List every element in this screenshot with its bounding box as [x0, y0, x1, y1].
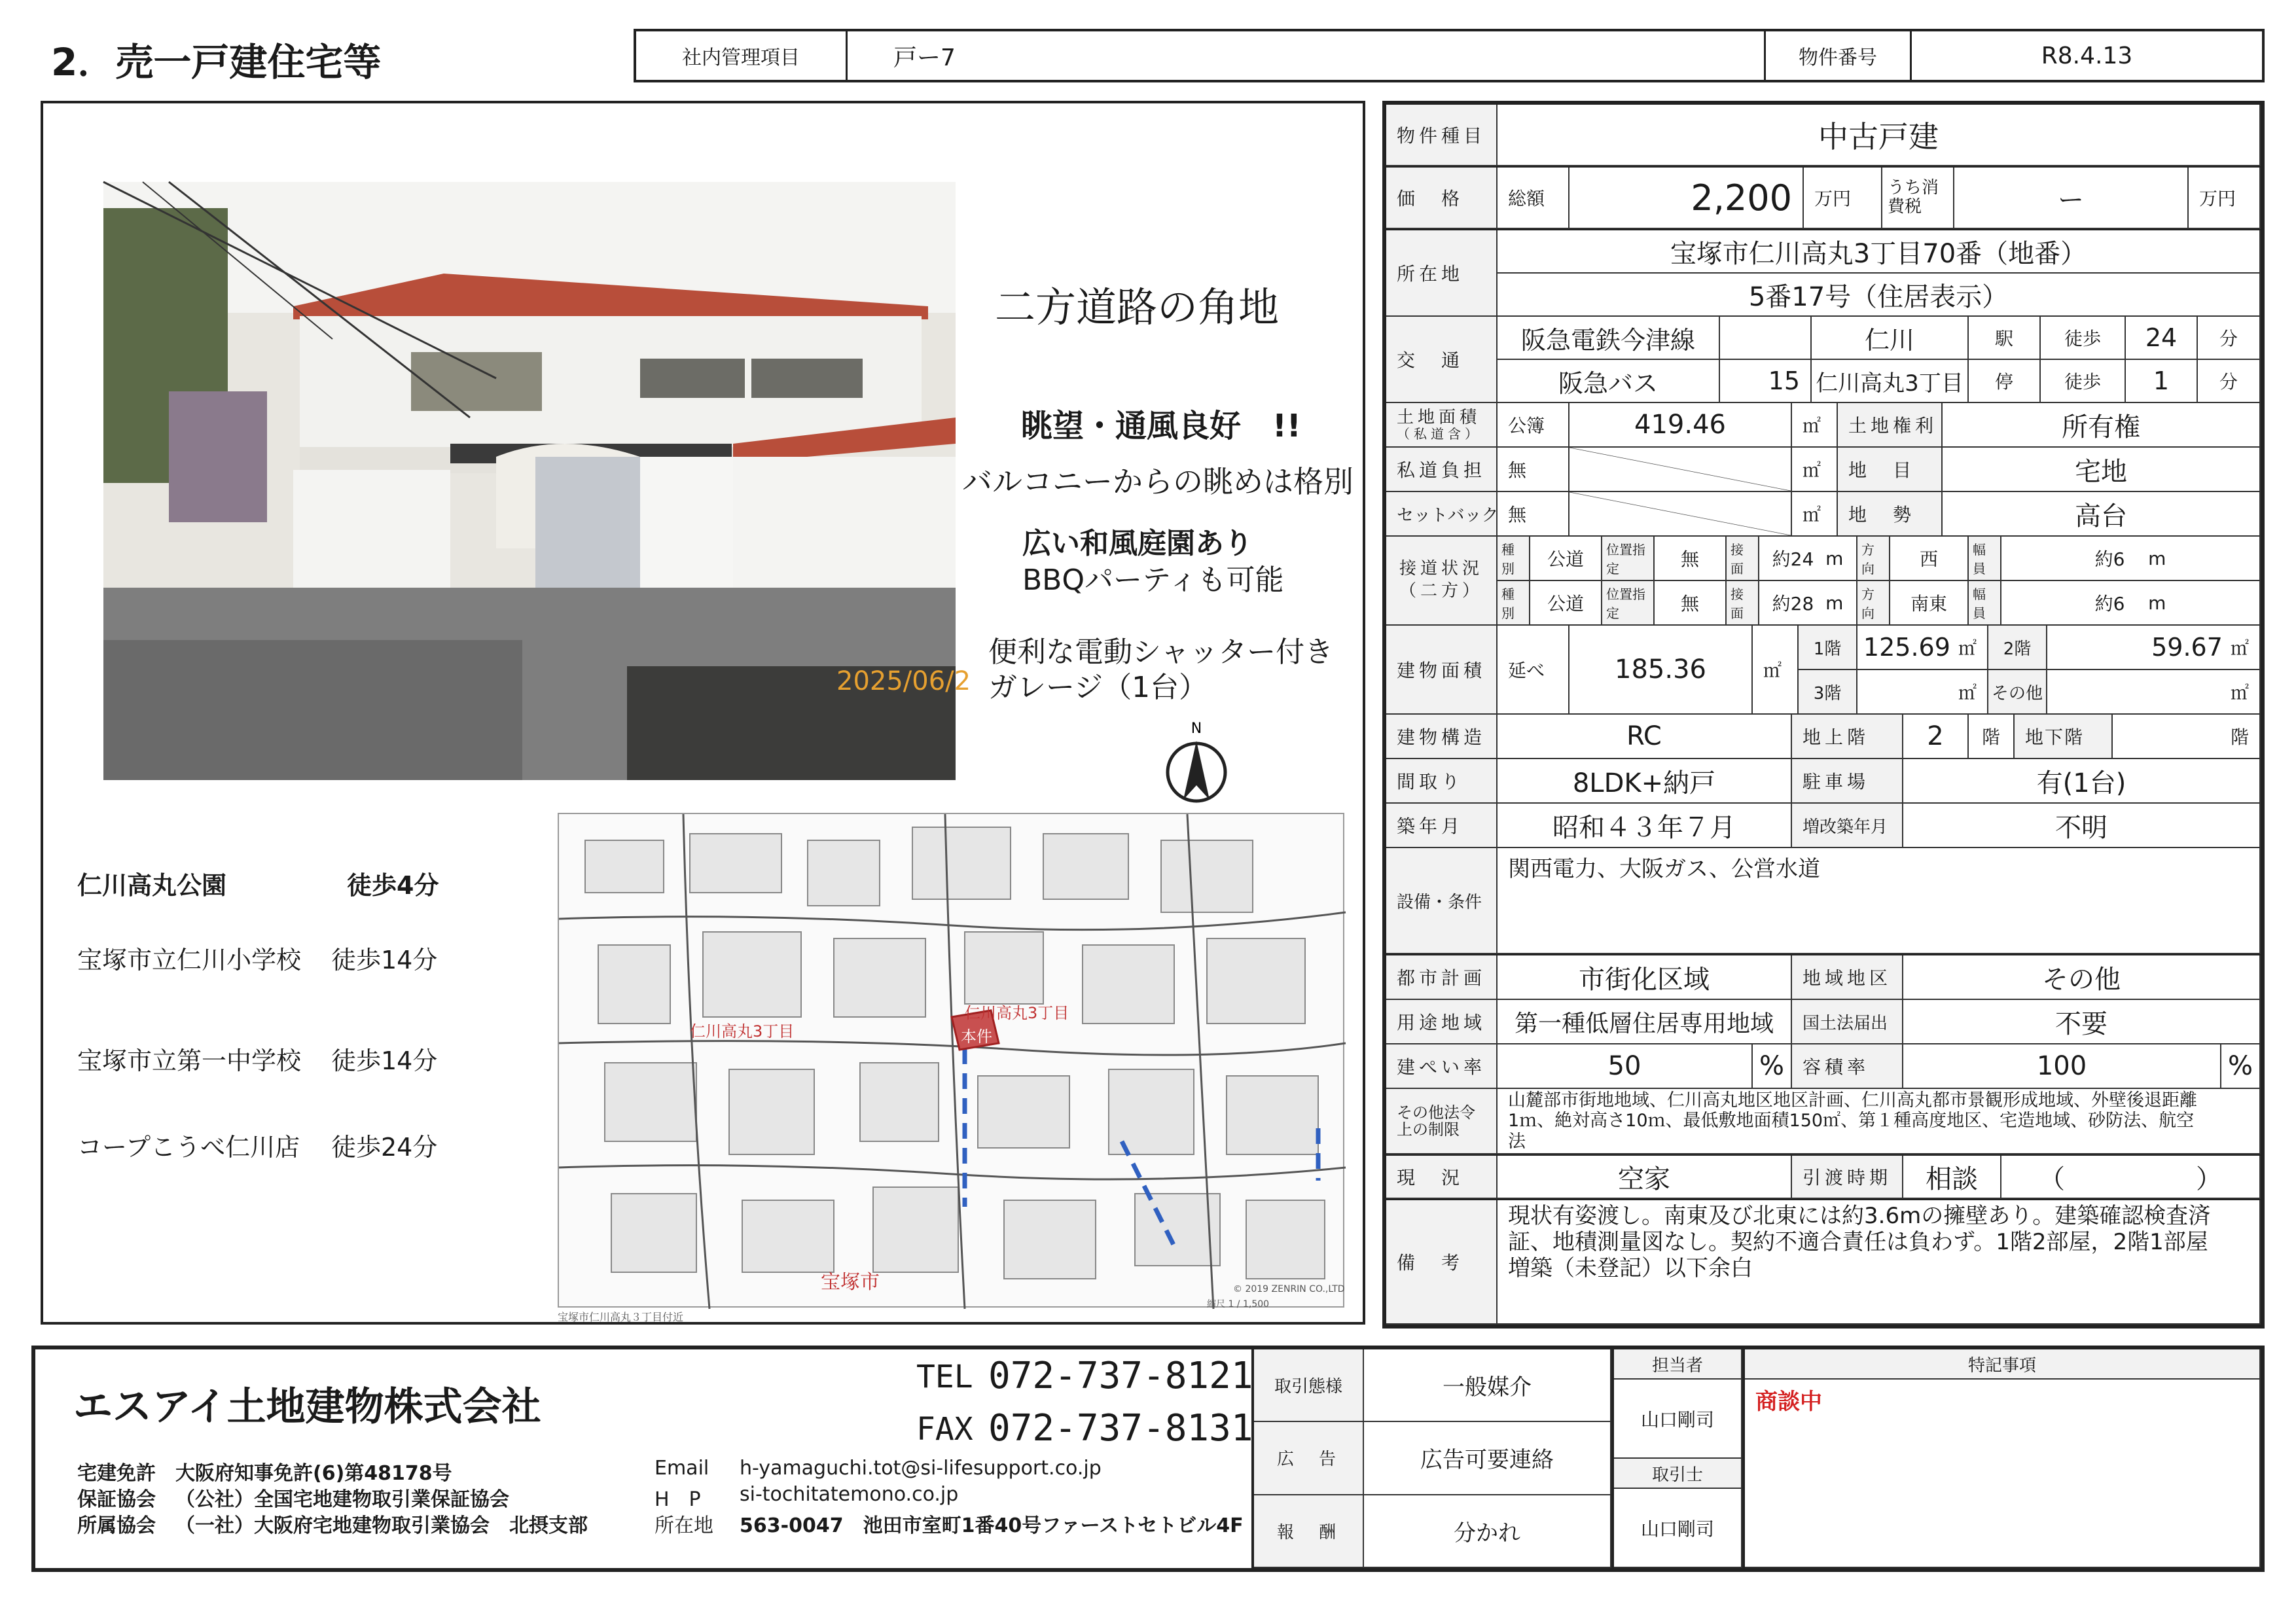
road-width-label: 幅員: [1969, 537, 2001, 581]
nearby-name: 仁川高丸公園: [77, 871, 227, 900]
far-pct: %: [2221, 1044, 2261, 1089]
property-number-value: R8.4.13: [2041, 42, 2133, 69]
above-floors-label: 地上階: [1792, 715, 1903, 759]
road-label-text: 接道状況: [1399, 559, 1483, 579]
homepage-value[interactable]: si-tochitatemono.co.jp: [740, 1483, 959, 1506]
road-contact-value: 約28: [1772, 593, 1814, 615]
train-line: 阪急電鉄今津線: [1498, 317, 1720, 360]
north-compass-icon: [1164, 720, 1229, 805]
private-road-value: 無: [1498, 448, 1570, 492]
tax-unit: 万円: [2189, 168, 2261, 229]
road-width: [2001, 537, 2261, 581]
restrictions-line: 法: [1508, 1131, 1526, 1152]
guarantee-value: （公社）全国宅地建物取引業保証協会: [175, 1488, 509, 1511]
nearby-time: 徒歩14分: [331, 1046, 438, 1075]
house-illustration: [103, 182, 956, 780]
use-zone-label: 用途地域: [1386, 1000, 1498, 1044]
spec-row-equipment: [1386, 848, 2261, 955]
built-label: 築年月: [1386, 804, 1498, 848]
nearby-time: 徒歩14分: [331, 946, 438, 974]
ad-label: 広 告: [1254, 1422, 1364, 1495]
homepage-label: H P: [655, 1488, 701, 1511]
land-act-label: 国土法届出: [1792, 1000, 1903, 1044]
office-address-label: 所在地: [655, 1514, 713, 1537]
header-info-bar: [634, 29, 2265, 82]
structure-value: RC: [1498, 715, 1792, 759]
email-value[interactable]: h-yamaguchi.tot@si-lifesupport.co.jp: [740, 1457, 1102, 1480]
map-property-marker: 本件: [961, 1027, 992, 1046]
nearby-name: 宝塚市立第一中学校: [77, 1046, 302, 1075]
bus-walk-minutes: 1: [2126, 360, 2198, 403]
road-kind-label: 種別: [1498, 581, 1530, 626]
handover-value: 相談: [1903, 1156, 2001, 1199]
restrictions-line: 山麓部市街地地域、仁川高丸地区地区計画、仁川高丸都市景観形成地域、外壁後退距離: [1508, 1090, 2197, 1111]
floor-other-unit: ㎡: [2047, 670, 2261, 715]
spec-rows-road: [1386, 537, 2261, 626]
map-copyright: © 2019 ZENRIN CO.,LTD: [1233, 1284, 1345, 1294]
access-label: 交 通: [1386, 317, 1498, 403]
spec-rows-building: [1386, 715, 2261, 848]
land-kind: 公簿: [1498, 403, 1570, 448]
road-label-sub: （二方）: [1399, 581, 1483, 601]
floor1-area-value: 125.69: [1863, 633, 1950, 662]
svg-text:N: N: [1191, 721, 1202, 737]
spec-rows-land: [1386, 403, 2261, 537]
map-caption: 宝塚市仁川高丸３丁目付近: [558, 1311, 684, 1323]
handover-label: 引渡時期: [1792, 1156, 1903, 1199]
tax-label: うち消費税: [1882, 168, 1954, 229]
station-name: 仁川: [1812, 317, 1969, 360]
status-label: 現 況: [1386, 1156, 1498, 1199]
map-area-label: 仁川高丸3丁目: [690, 1022, 795, 1041]
land-category-value: 宅地: [1943, 448, 2261, 492]
fee-value: 分かれ: [1364, 1495, 1611, 1568]
remarks-value: [1498, 1200, 2261, 1325]
above-floors-suffix: 階: [1969, 715, 2015, 759]
renovation-label: 増改築年月: [1792, 804, 1903, 848]
terrain-label: 地 勢: [1838, 492, 1943, 537]
floor-other-label: その他: [1988, 670, 2047, 715]
bus-minutes: 15: [1720, 360, 1812, 403]
promo-garden: 広い和風庭園あり: [1022, 527, 1253, 560]
nearby-name: 宝塚市立仁川小学校: [77, 946, 302, 974]
setback-label: セットバック: [1386, 492, 1498, 537]
floor2-label: 2階: [1988, 626, 2047, 670]
broker-value: 山口剛司: [1614, 1489, 1742, 1568]
type-label: 物件種目: [1386, 105, 1498, 166]
price-value: 2,200: [1570, 168, 1804, 229]
special-note-text: 商談中: [1755, 1389, 1822, 1415]
road-contact: [1759, 537, 1857, 581]
bus-stop: 仁川高丸3丁目: [1812, 360, 1969, 403]
tel-label: TEL: [916, 1359, 973, 1395]
map-streets: [559, 814, 1346, 1309]
walk-label: 徒歩: [2041, 317, 2126, 360]
fax-number: 072-737-8131: [988, 1407, 1253, 1450]
layout-label: 間取り: [1386, 759, 1498, 804]
land-right-value: 所有権: [1943, 403, 2261, 448]
layout-value: 8LDK+納戸: [1498, 759, 1792, 804]
setback-value: 無: [1498, 492, 1570, 537]
remarks-line: 証、地積測量図なし。契約不適合責任は負わず。1階2部屋，2階1部屋: [1508, 1229, 2208, 1256]
road-position-label: 位置指定: [1602, 537, 1655, 581]
property-number-label: 物件番号: [1766, 31, 1912, 80]
person-label: 担当者: [1614, 1349, 1742, 1380]
fee-label: 報 酬: [1254, 1495, 1364, 1568]
built-value: 昭和４３年７月: [1498, 804, 1792, 848]
use-zone-value: 第一種低層住居専用地域: [1498, 1000, 1792, 1044]
price-total-label: 総額: [1498, 168, 1570, 229]
type-value: 中古戸建: [1498, 105, 2261, 166]
person-value: 山口剛司: [1614, 1380, 1742, 1459]
promo-shutter: 便利な電動シャッター付き: [988, 635, 1334, 669]
floor2-area-value: 59.67: [2151, 633, 2223, 662]
spec-row-remarks: [1386, 1200, 2261, 1325]
bus-walk-min-unit: 分: [2198, 360, 2261, 403]
spec-row-type: [1386, 105, 2261, 168]
far-label: 容積率: [1792, 1044, 1903, 1089]
setback-blank: [1570, 492, 1792, 537]
land-category-label: 地 目: [1838, 448, 1943, 492]
status-value: 空家: [1498, 1156, 1792, 1199]
handover-paren: （ ）: [2001, 1156, 2261, 1199]
road-direction-label: 方向: [1857, 581, 1890, 626]
road-contact-unit: m: [1825, 592, 1844, 614]
road-contact-label: 接面: [1727, 581, 1759, 626]
private-road-blank: [1570, 448, 1792, 492]
stop-suffix: 停: [1969, 360, 2041, 403]
road-contact-value: 約24: [1772, 548, 1814, 570]
spec-row-price: [1386, 168, 2261, 230]
land-right-label: 土地権利: [1838, 403, 1943, 448]
photo-timestamp: 2025/06/2: [836, 666, 971, 696]
floor1-area: [1857, 626, 1988, 670]
spec-row-restrictions: [1386, 1089, 2261, 1156]
house-photo: [103, 182, 971, 780]
special-notes-label: 特記事項: [1745, 1349, 2261, 1380]
map-city-label: 宝塚市: [821, 1271, 880, 1294]
station-suffix: 駅: [1969, 317, 2041, 360]
floor2-area: [2047, 626, 2261, 670]
land-area-unit: ㎡: [1792, 403, 1838, 448]
promo-corner-lot: 二方道路の角地: [995, 283, 1280, 331]
far-value: 100: [1903, 1044, 2221, 1089]
spec-row-status: [1386, 1156, 2261, 1200]
guarantee-label: 保証協会: [77, 1488, 156, 1511]
remarks-label: 備 考: [1386, 1200, 1498, 1325]
total-floor-area: 185.36: [1570, 626, 1753, 715]
broker-label: 取引士: [1614, 1459, 1742, 1489]
restrictions-value: [1498, 1089, 2261, 1154]
road-width-label: 幅員: [1969, 581, 2001, 626]
fax-label: FAX: [916, 1411, 973, 1448]
road-direction: 南東: [1890, 581, 1969, 626]
promo-balcony: バルコニーからの眺めは格別: [962, 464, 1354, 499]
total-floor-label: 延べ: [1498, 626, 1570, 715]
nearby-time: 徒歩4分: [347, 871, 439, 900]
parking-label: 駐車場: [1792, 759, 1903, 804]
floor2-area-unit: ㎡: [2230, 637, 2249, 659]
road-width-unit: m: [2148, 547, 2166, 569]
below-floors-label: 地下階: [2015, 715, 2113, 759]
spec-rows-building-area: [1386, 626, 2261, 715]
district-label: 地域地区: [1792, 955, 1903, 1000]
road-kind-label: 種別: [1498, 537, 1530, 581]
road-label: [1386, 537, 1498, 626]
spec-row-address: [1386, 230, 2261, 317]
parking-value: 有(1台): [1903, 759, 2261, 804]
road-direction: 西: [1890, 537, 1969, 581]
transaction-table: [1251, 1349, 1611, 1568]
map-scale: 縮尺 1 / 1,500: [1207, 1299, 1270, 1310]
district-value: その他: [1903, 955, 2261, 1000]
road-contact-label: 接面: [1727, 537, 1759, 581]
address-line1: 宝塚市仁川高丸3丁目70番（地番）: [1498, 230, 2261, 274]
bus-name: 阪急バス: [1498, 360, 1720, 403]
road-contact-unit: m: [1825, 547, 1844, 569]
land-area: 419.46: [1570, 403, 1792, 448]
building-area-label: 建物面積: [1386, 626, 1498, 715]
private-road-unit: ㎡: [1792, 448, 1838, 492]
location-map: [558, 813, 1344, 1308]
map-area-label: 仁川高丸3丁目: [965, 1004, 1069, 1022]
bcr-value: 50: [1498, 1044, 1753, 1089]
spec-row-access: [1386, 317, 2261, 403]
spacer: [1720, 317, 1812, 360]
restrictions-line: 1ｍ、絶対高さ10ｍ、最低敷地面積150㎡、第１種高度地区、宅造地域、砂防法、航空: [1508, 1111, 2195, 1132]
equipment-label: 設備・条件: [1386, 848, 1498, 954]
floor1-area-unit: ㎡: [1958, 637, 1977, 659]
association-value: （一社）大阪府宅地建物取引業協会 北摂支部: [175, 1514, 588, 1537]
special-notes-table: [1742, 1349, 2261, 1568]
spec-rows-zoning: [1386, 955, 2261, 1089]
road-position: 無: [1655, 537, 1727, 581]
city-plan-value: 市街化区域: [1498, 955, 1792, 1000]
tel-number: 072-737-8121: [988, 1355, 1253, 1397]
promo-bbq: BBQパーティも可能: [1022, 563, 1284, 597]
floor1-label: 1階: [1799, 626, 1857, 670]
remarks-line: 増築（未登記）以下余白: [1508, 1255, 1753, 1282]
setback-unit: ㎡: [1792, 492, 1838, 537]
road-contact: [1759, 581, 1857, 626]
above-floors-value: 2: [1903, 715, 1969, 759]
road-width: [2001, 581, 2261, 626]
staff-table: [1611, 1349, 1742, 1568]
road-kind: 公道: [1530, 537, 1602, 581]
private-road-label: 私道負担: [1386, 448, 1498, 492]
deal-type-label: 取引態様: [1254, 1349, 1364, 1422]
bus-walk-label: 徒歩: [2041, 360, 2126, 403]
restrictions-label: その他法令上の制限: [1386, 1089, 1498, 1154]
promo-garage: ガレージ（1台）: [988, 671, 1208, 704]
floor3-label: 3階: [1799, 670, 1857, 715]
price-label: 価 格: [1386, 168, 1498, 229]
email-label: Email: [655, 1457, 709, 1480]
road-position: 無: [1655, 581, 1727, 626]
tax-value: ー: [1954, 168, 2189, 229]
association-label: 所属協会: [77, 1514, 156, 1537]
company-name: エスアイ土地建物株式会社: [73, 1384, 541, 1430]
land-act-value: 不要: [1903, 1000, 2261, 1044]
license-value: 大阪府知事免許(6)第48178号: [175, 1462, 452, 1485]
special-notes-value: [1745, 1380, 2261, 1568]
address-label: 所在地: [1386, 230, 1498, 317]
bcr-label: 建ぺい率: [1386, 1044, 1498, 1089]
below-floors-suffix: 階: [2113, 715, 2261, 759]
deal-type-value: 一般媒介: [1364, 1349, 1611, 1422]
road-width-value: 約6: [2094, 548, 2125, 570]
land-area-sublabel: （私道含）: [1397, 426, 1482, 442]
renovation-value: 不明: [1903, 804, 2261, 848]
equipment-value: 関西電力、大阪ガス、公営水道: [1498, 848, 2261, 954]
road-kind: 公道: [1530, 581, 1602, 626]
land-area-label: [1386, 403, 1498, 448]
price-unit: 万円: [1804, 168, 1882, 229]
floor3-unit: ㎡: [1857, 670, 1988, 715]
remarks-line: 現状有姿渡し。南東及び北東には約3.6mの擁壁あり。建築確認検査済: [1508, 1203, 2211, 1229]
walk-min-unit: 分: [2198, 317, 2261, 360]
promo-view: 眺望・通風良好 !!: [1021, 408, 1301, 444]
office-address-value: 563-0047 池田市室町1番40号ファーストセトビル4F: [740, 1514, 1244, 1537]
mgmt-value: 戸ー7: [848, 31, 1766, 80]
road-width-unit: m: [2148, 592, 2166, 614]
ad-value: 広告可要連絡: [1364, 1422, 1611, 1495]
land-area-label-text: 土地面積: [1397, 407, 1481, 427]
terrain-value: 高台: [1943, 492, 2261, 537]
mgmt-label: 社内管理項目: [636, 31, 848, 80]
nearby-time: 徒歩24分: [331, 1133, 438, 1162]
city-plan-label: 都市計画: [1386, 955, 1498, 1000]
road-width-value: 約6: [2094, 593, 2125, 615]
total-floor-unit: ㎡: [1753, 626, 1799, 715]
structure-label: 建物構造: [1386, 715, 1498, 759]
bcr-pct: %: [1753, 1044, 1792, 1089]
address-line2: 5番17号（住居表示）: [1498, 274, 2261, 317]
page-title: 2．売一戸建住宅等: [51, 40, 382, 84]
walk-minutes: 24: [2126, 317, 2198, 360]
road-position-label: 位置指定: [1602, 581, 1655, 626]
license-label: 宅建免許: [77, 1462, 156, 1485]
nearby-name: コープこうべ仁川店: [77, 1133, 300, 1162]
road-direction-label: 方向: [1857, 537, 1890, 581]
